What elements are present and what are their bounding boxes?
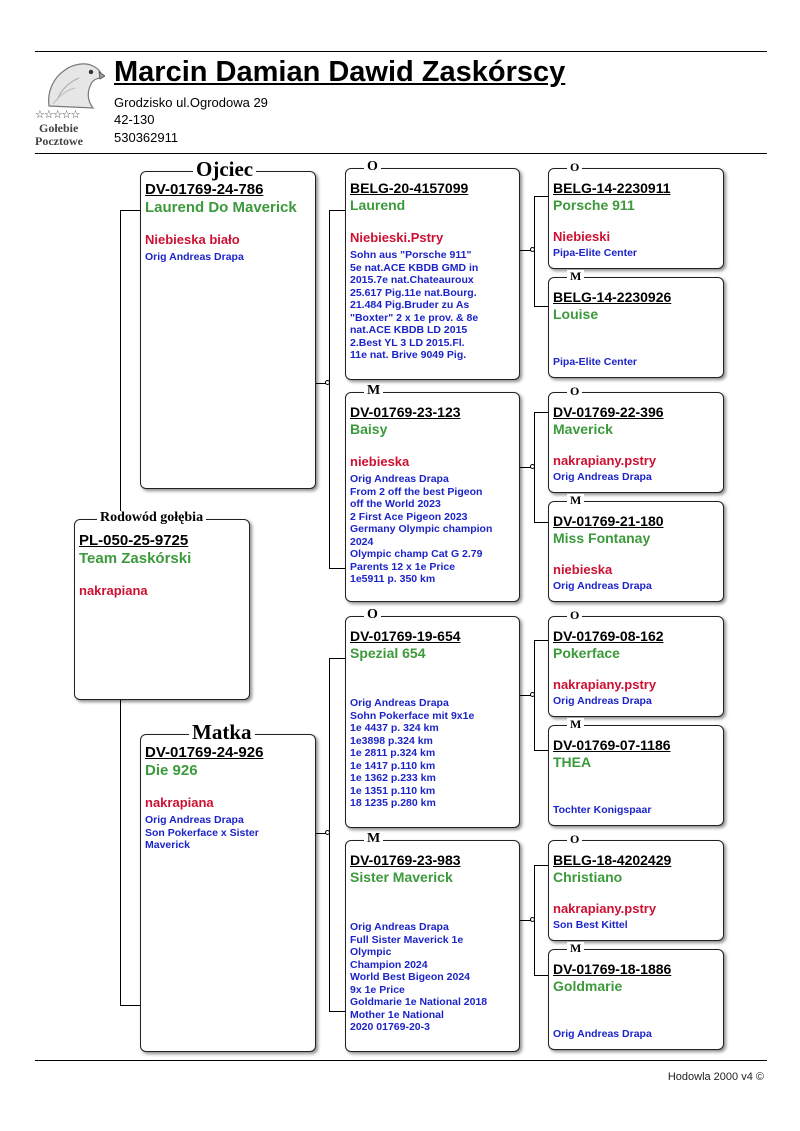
pigeon-name: Baisy (350, 421, 388, 437)
pigeon-name: Die 926 (145, 762, 198, 779)
connector-line (329, 658, 330, 1011)
ring-number: BELG-14-2230911 (553, 180, 671, 196)
pigeon-notes: Orig Andreas Drapa Son Pokerface x Sister Maverick (145, 814, 259, 851)
card-caption: O (567, 833, 582, 845)
connector-line (329, 568, 345, 569)
pigeon-color (350, 902, 487, 918)
address-postal: 42-130 (114, 112, 155, 127)
connector-line (534, 975, 548, 976)
card-caption: O (364, 160, 381, 174)
great-grandparent-card-fmf[interactable] (548, 384, 724, 493)
great-grandparent-card-mff[interactable] (548, 608, 724, 717)
pigeon-notes: Pipa-Elite Center (553, 247, 638, 259)
connector-knob (530, 692, 535, 697)
pigeon-notes: Son Best Kittel (553, 919, 628, 931)
header-rule (35, 153, 767, 154)
pigeon-name: Spezial 654 (350, 645, 426, 661)
connector-line (534, 750, 548, 751)
great-grandparent-card-fmm[interactable] (548, 493, 724, 602)
pigeon-name: Louise (553, 306, 599, 322)
ring-number: BELG-14-2230926 (553, 289, 672, 305)
pigeon-color: Niebieski.Pstry (350, 230, 444, 245)
subject-pigeon-card[interactable] (74, 510, 250, 700)
great-grandparent-card-ffm[interactable] (548, 269, 724, 378)
connector-line (329, 210, 345, 211)
connector-knob (325, 830, 330, 835)
card-caption: Ojciec (193, 159, 256, 180)
ring-number: DV-01769-23-983 (350, 852, 461, 868)
pigeon-color: nakrapiany.pstry (553, 677, 657, 692)
pigeon-name: Maverick (553, 421, 613, 437)
pigeon-notes: Pipa-Elite Center (553, 356, 638, 368)
card-caption: O (567, 609, 582, 621)
maternal-grandfather-card[interactable] (345, 607, 520, 828)
ring-number: DV-01769-19-654 (350, 628, 461, 644)
great-grandparent-card-mmf[interactable] (548, 832, 724, 941)
owner-name: Marcin Damian Dawid Zaskórscy (114, 56, 566, 88)
card-caption: M (567, 942, 584, 954)
card-caption: O (567, 161, 582, 173)
ring-number: DV-01769-21-180 (553, 513, 664, 529)
ring-number: DV-01769-24-926 (145, 744, 264, 761)
father-card[interactable] (140, 157, 316, 489)
connector-knob (325, 380, 330, 385)
connector-line (534, 412, 548, 413)
card-caption: O (364, 608, 381, 622)
pigeon-logo (35, 56, 107, 148)
pigeon-name: Miss Fontanay (553, 530, 651, 546)
pigeon-color: niebieska (350, 454, 410, 469)
pigeon-name: THEA (553, 754, 592, 770)
mother-card[interactable] (140, 720, 316, 1052)
ring-number: BELG-20-4157099 (350, 180, 469, 196)
pigeon-head-icon (43, 56, 105, 110)
connector-line (120, 210, 140, 211)
connector-line (120, 700, 121, 1005)
maternal-grandmother-card[interactable] (345, 831, 520, 1052)
ring-number: DV-01769-18-1886 (553, 961, 672, 977)
connector-line (534, 522, 548, 523)
pigeon-notes: Orig Andreas Drapa (145, 251, 244, 263)
pigeon-notes: Orig Andreas Drapa Sohn Pokerface mit 9x1e 1e 4437 p. 324 km 1e3898 p.324 km 1e 2811 p.324 km 1e 1417 p.110 km 1e 1362 p.233 km 1e 1351 p.110 km 18 1235 p.280 km (350, 697, 475, 809)
pigeon-name: Porsche 911 (553, 197, 635, 213)
logo-text-line1: Gołebie (39, 121, 79, 135)
logo-text-line2: Pocztowe (35, 134, 83, 148)
card-caption: M (567, 494, 584, 506)
connector-line (534, 865, 548, 866)
connector-line (329, 1011, 345, 1012)
card-caption: O (567, 385, 582, 397)
pigeon-name: Goldmarie (553, 978, 623, 994)
ring-number: DV-01769-23-123 (350, 404, 461, 420)
pigeon-name: Pokerface (553, 645, 620, 661)
pigeon-color: Niebieska biało (145, 232, 240, 247)
pigeon-color: Niebieski (553, 229, 611, 244)
great-grandparent-card-mmm[interactable] (548, 941, 724, 1050)
pigeon-notes: Orig Andreas Drapa (553, 695, 652, 707)
ring-number: BELG-18-4202429 (553, 852, 672, 868)
great-grandparent-card-mfm[interactable] (548, 717, 724, 826)
paternal-grandmother-card[interactable] (345, 383, 520, 602)
top-rule (35, 51, 767, 52)
ring-number: DV-01769-08-162 (553, 628, 664, 644)
pigeon-notes: Orig Andreas Drapa From 2 off the best Pigeon off the World 2023 2 First Ace Pigeon 2023 Germany Olympic champion 2024 Olympic champ Cat G 2.79 Parents 12 x 1e Price 1e5911 p. 350 km (350, 473, 493, 585)
address-street: Grodzisko ul.Ogrodowa 29 (114, 95, 268, 110)
pigeon-name: Laurend (350, 197, 406, 213)
connector-line (534, 640, 548, 641)
card-caption: Matka (189, 722, 255, 743)
pigeon-notes: Orig Andreas Drapa Full Sister Maverick 1e Olympic Champion 2024 World Best Bigeon 2024 9x 1e Price Goldmarie 1e National 2018 Mother 1e National 2020 01769-20-3 (350, 921, 488, 1033)
great-grandparent-card-fff[interactable] (548, 160, 724, 269)
phone-number: 530362911 (114, 130, 179, 145)
software-credit: Hodowla 2000 v4 © (667, 1071, 764, 1083)
logo-stars: ☆☆☆☆☆ (35, 108, 80, 121)
connector-line (534, 306, 548, 307)
paternal-grandfather-card[interactable] (345, 159, 520, 380)
ring-number: PL-050-25-9725 (79, 532, 189, 549)
pigeon-color: niebieska (553, 562, 613, 577)
footer-rule (35, 1060, 767, 1061)
pigeon-color: nakrapiany.pstry (553, 901, 657, 916)
pigeon-notes: Orig Andreas Drapa (553, 1028, 652, 1040)
pigeon-color: nakrapiana (79, 583, 148, 598)
card-caption: M (364, 832, 383, 846)
card-caption: M (567, 718, 584, 730)
pigeon-name: Team Zaskórski (79, 550, 192, 567)
pigeon-notes: Tochter Konigspaar (553, 804, 652, 816)
pigeon-color (553, 786, 671, 802)
pigeon-color (350, 678, 474, 694)
card-caption: M (567, 270, 584, 282)
pigeon-color: nakrapiany.pstry (553, 453, 657, 468)
connector-knob (530, 917, 535, 922)
pigeon-color: nakrapiana (145, 795, 214, 810)
pigeon-color (553, 1010, 671, 1026)
ring-number: DV-01769-24-786 (145, 181, 264, 198)
pigeon-notes: Orig Andreas Drapa (553, 471, 652, 483)
connector-line (120, 1005, 140, 1006)
pigeon-name: Sister Maverick (350, 869, 453, 885)
card-caption: M (364, 384, 383, 398)
pigeon-name: Christiano (553, 869, 623, 885)
connector-knob (530, 247, 535, 252)
pigeon-notes: Orig Andreas Drapa (553, 580, 652, 592)
card-caption: Rodowód gołębia (97, 511, 206, 525)
connector-line (329, 210, 330, 568)
pigeon-name: Laurend Do Maverick (145, 199, 297, 216)
connector-knob (530, 464, 535, 469)
connector-line (534, 196, 548, 197)
connector-line (329, 658, 345, 659)
ring-number: DV-01769-22-396 (553, 404, 664, 420)
pigeon-notes: Sohn aus "Porsche 911" 5e nat.ACE KBDB GMD in 2015.7e nat.Chateauroux 25.617 Pig.11e nat.Bourg. 21.484 Pig.Bruder zu As "Boxter" 2 x 1e prov. & 8e nat.ACE KBDB LD 2015 2.Best YL 3 LD 2015.Fl. 11e nat. Brive 9049 Pig. (350, 249, 479, 361)
pigeon-color (553, 338, 671, 354)
connector-line (120, 210, 121, 519)
ring-number: DV-01769-07-1186 (553, 737, 671, 753)
